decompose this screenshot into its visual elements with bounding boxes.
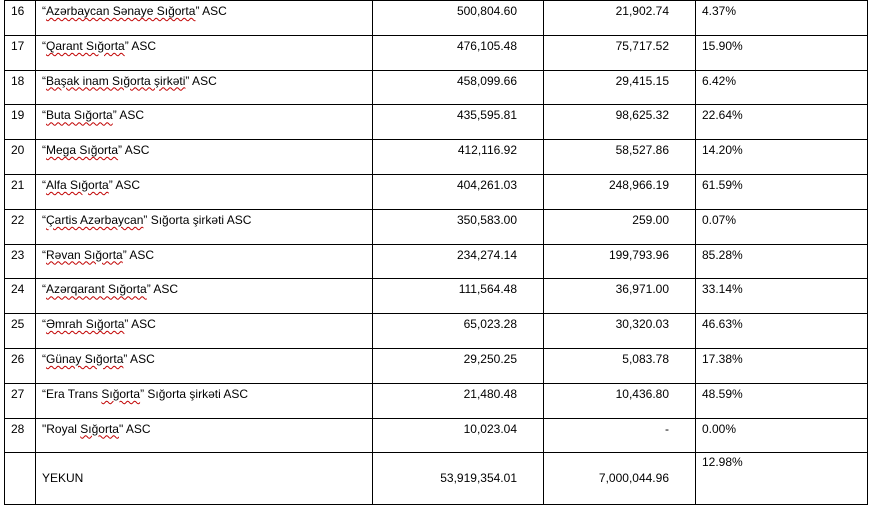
company-name-cell: [36, 1, 373, 36]
company-name: Başak inam Sığorta şirkəti: [46, 73, 186, 88]
col5-percent: 6.42%: [696, 70, 868, 105]
col5-percent: 0.07%: [696, 209, 868, 244]
company-name-cell: [36, 70, 373, 105]
table-row: [5, 383, 868, 418]
table-row: [5, 35, 868, 70]
company-name-prefix: “: [42, 108, 46, 123]
row-number: 20: [5, 140, 36, 175]
table-row: [5, 279, 868, 314]
company-name-prefix: “: [42, 317, 46, 332]
company-name-suffix: ” ASC: [118, 143, 150, 158]
col4-value: 58,527.86: [544, 140, 696, 175]
company-name-prefix: “: [42, 351, 46, 366]
total-col5: 12.98%: [696, 453, 868, 505]
col3-value: 111,564.48: [373, 279, 544, 314]
company-name-cell: [36, 418, 373, 453]
row-number: 27: [5, 383, 36, 418]
company-name-suffix: ” ASC: [185, 73, 217, 88]
company-name: Alfa Sığorta: [46, 177, 109, 192]
row-number: 17: [5, 35, 36, 70]
company-name-prefix: “: [42, 212, 46, 227]
company-name-suffix: ” ASC: [124, 317, 156, 332]
row-number: 16: [5, 1, 36, 36]
company-name-prefix: "Royal: [42, 421, 81, 436]
col3-value: 404,261.03: [373, 174, 544, 209]
col3-value: 350,583.00: [373, 209, 544, 244]
company-name: Sığorta: [101, 386, 141, 401]
total-col3: 53,919,354.01: [373, 453, 544, 505]
company-name-cell: [36, 209, 373, 244]
company-name-suffix: ” ASC: [195, 4, 227, 18]
col3-value: 500,804.60: [373, 1, 544, 36]
company-name: Günay Sığorta: [46, 351, 124, 366]
col5-percent: 14.20%: [696, 140, 868, 175]
company-name-prefix: “: [42, 282, 46, 297]
company-name-suffix: ” Sığorta şirkəti ASC: [140, 386, 249, 401]
company-name-prefix: “: [42, 38, 46, 53]
company-name-suffix: ” ASC: [108, 177, 141, 192]
company-name-suffix: ” ASC: [124, 38, 157, 53]
company-name-cell: [36, 105, 373, 140]
col5-percent: 48.59%: [696, 383, 868, 418]
row-number: 19: [5, 105, 36, 140]
company-name: Sığorta: [80, 421, 119, 436]
table-row: [5, 209, 868, 244]
table-row: [5, 105, 868, 140]
table-row: [5, 244, 868, 279]
company-name-suffix: ” ASC: [123, 351, 155, 366]
col4-value: 98,625.32: [544, 105, 696, 140]
company-name-cell: [36, 383, 373, 418]
row-number: 24: [5, 279, 36, 314]
company-name-prefix: “: [42, 4, 46, 18]
company-name-suffix: ” Sığorta şirkəti ASC: [143, 212, 252, 227]
col4-value: 199,793.96: [544, 244, 696, 279]
col4-value: 248,966.19: [544, 174, 696, 209]
company-name-cell: [36, 174, 373, 209]
col4-value: 259.00: [544, 209, 696, 244]
col5-percent: 0.00%: [696, 418, 868, 453]
company-name-cell: [36, 35, 373, 70]
table-row: [5, 418, 868, 453]
table-row: [5, 348, 868, 383]
col4-value: 75,717.52: [544, 35, 696, 70]
col3-value: 10,023.04: [373, 418, 544, 453]
col4-value: 30,320.03: [544, 314, 696, 349]
total-row: [5, 453, 868, 505]
company-name: Azərbaycan Sənaye Sığorta: [46, 4, 196, 18]
company-name-suffix: ” ASC: [146, 282, 179, 297]
table-row: [5, 314, 868, 349]
col5-percent: 4.37%: [696, 1, 868, 36]
company-name-prefix: “: [42, 73, 46, 88]
col4-value: 10,436.80: [544, 383, 696, 418]
company-name: Mega Sığorta: [46, 143, 119, 158]
row-number: 22: [5, 209, 36, 244]
row-number: 25: [5, 314, 36, 349]
company-name-suffix: ” ASC: [122, 247, 155, 262]
table-row: [5, 70, 868, 105]
col5-percent: 22.64%: [696, 105, 868, 140]
total-index-cell: [5, 453, 36, 505]
row-number: 21: [5, 174, 36, 209]
total-col4: 7,000,044.96: [544, 453, 696, 505]
col5-percent: 61.59%: [696, 174, 868, 209]
col5-percent: 33.14%: [696, 279, 868, 314]
row-number: 26: [5, 348, 36, 383]
col5-percent: 17.38%: [696, 348, 868, 383]
company-name-cell: [36, 279, 373, 314]
company-name-prefix: “: [42, 247, 46, 262]
row-number: 23: [5, 244, 36, 279]
company-name-prefix: “Era Trans: [42, 386, 102, 401]
col3-value: 21,480.48: [373, 383, 544, 418]
company-name: Çartis Azərbaycan: [46, 212, 144, 227]
table-row: [5, 1, 868, 36]
col3-value: 29,250.25: [373, 348, 544, 383]
row-number: 28: [5, 418, 36, 453]
company-name: Azərqarant Sığorta: [46, 282, 147, 297]
company-name-cell: [36, 314, 373, 349]
company-name-cell: [36, 140, 373, 175]
col3-value: 65,023.28: [373, 314, 544, 349]
col3-value: 435,595.81: [373, 105, 544, 140]
col3-value: 458,099.66: [373, 70, 544, 105]
col4-value: 29,415.15: [544, 70, 696, 105]
table-row: [5, 140, 868, 175]
company-name: Buta Sığorta: [46, 108, 113, 123]
row-number: 18: [5, 70, 36, 105]
insurance-table: [4, 0, 868, 505]
col5-percent: 15.90%: [696, 35, 868, 70]
company-name-cell: [36, 244, 373, 279]
table-row: [5, 174, 868, 209]
col3-value: 234,274.14: [373, 244, 544, 279]
company-name: Rəvan Sığorta: [46, 247, 123, 262]
company-name-suffix: ” ASC: [112, 108, 145, 123]
col4-value: 5,083.78: [544, 348, 696, 383]
col5-percent: 85.28%: [696, 244, 868, 279]
col3-value: 412,116.92: [373, 140, 544, 175]
col5-percent: 46.63%: [696, 314, 868, 349]
table-body: [5, 1, 868, 505]
col4-value: -: [544, 418, 696, 453]
col4-value: 36,971.00: [544, 279, 696, 314]
col4-value: 21,902.74: [544, 1, 696, 36]
company-name-prefix: “: [42, 177, 46, 192]
company-name: Əmrah Sığorta: [46, 317, 125, 332]
col3-value: 476,105.48: [373, 35, 544, 70]
total-label: YEKUN: [36, 453, 373, 505]
company-name: Qarant Sığorta: [46, 38, 125, 53]
company-name-cell: [36, 348, 373, 383]
company-name-prefix: “: [42, 143, 46, 158]
company-name-suffix: " ASC: [118, 421, 151, 436]
